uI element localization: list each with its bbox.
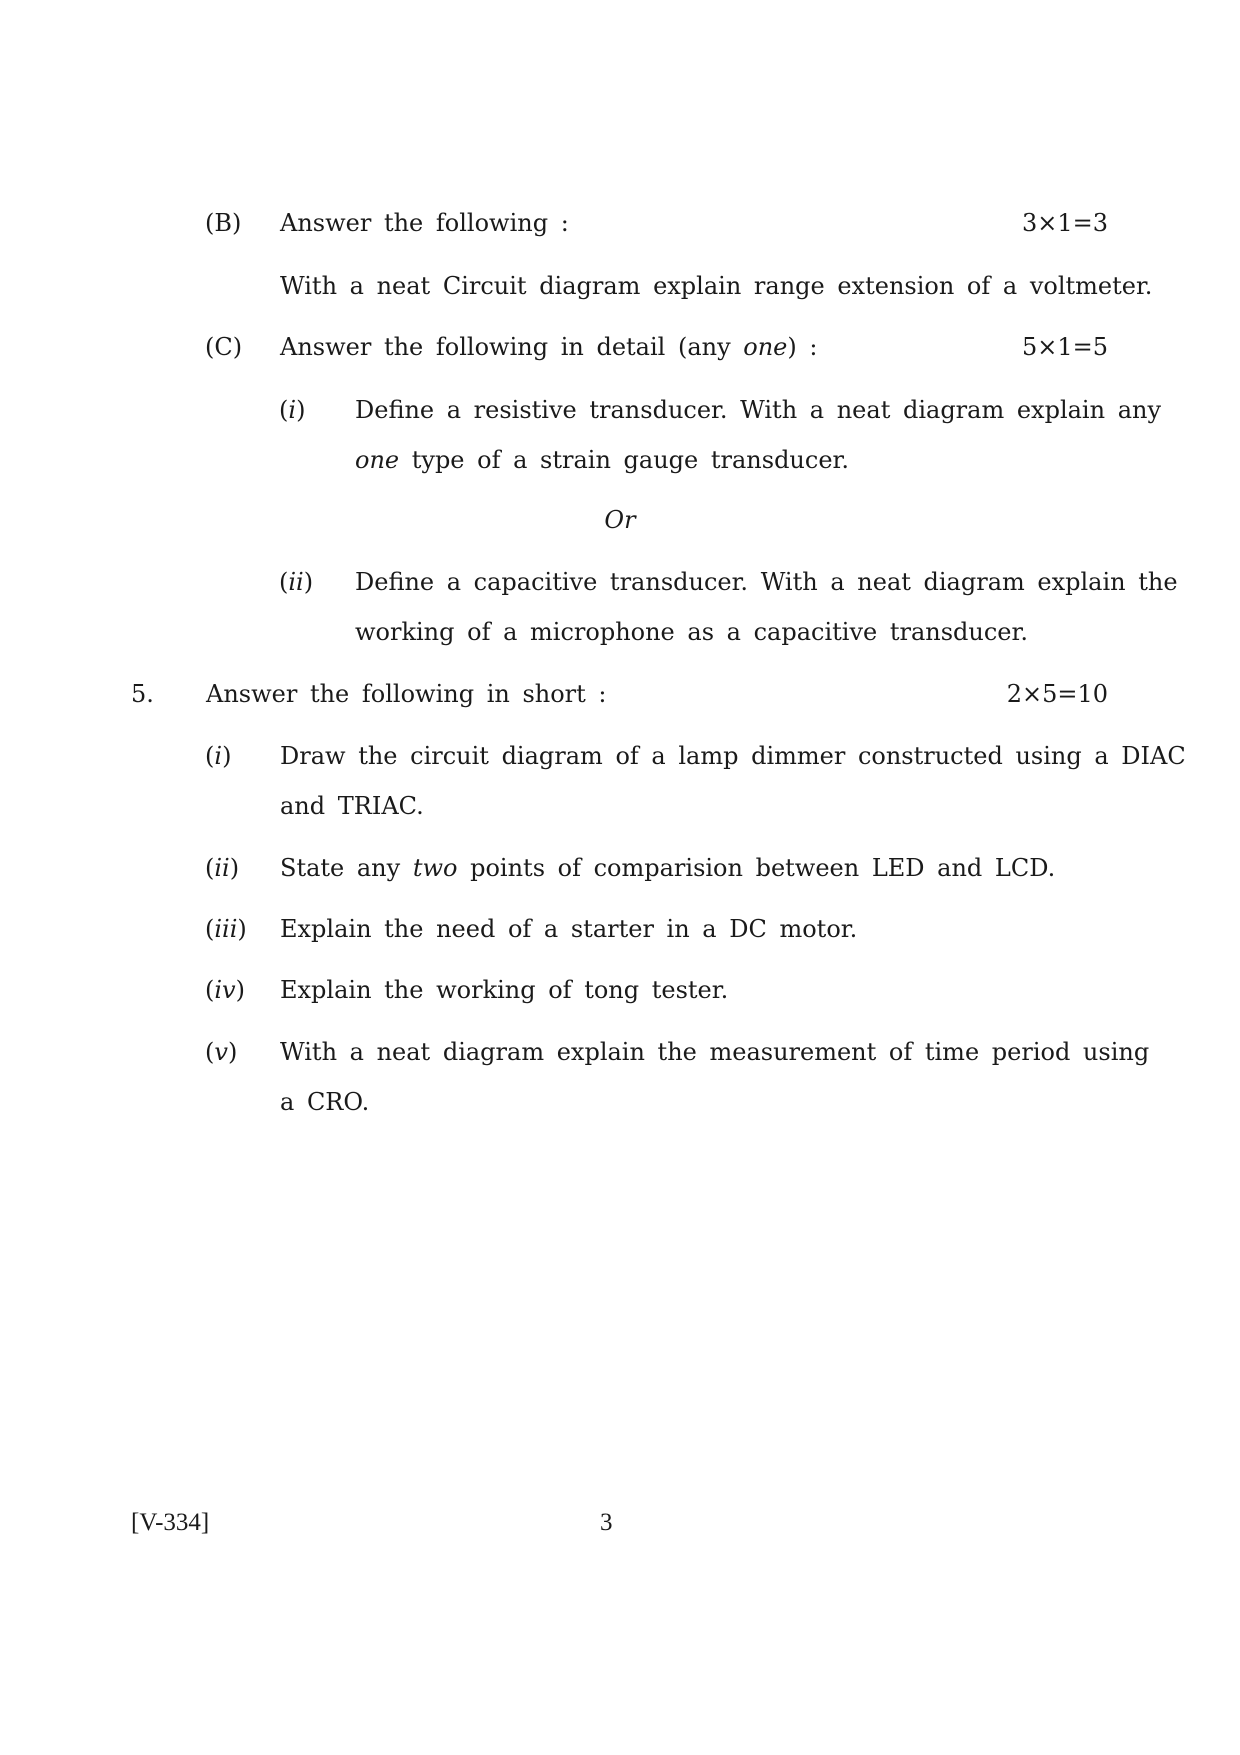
section-c-prompt-end: ) : <box>787 333 818 361</box>
section-c-prompt-italic: one <box>743 333 788 361</box>
section-b-question: With a neat Circuit diagram explain range extension of a voltmeter. <box>280 272 1153 300</box>
q5-item-iv-text: Explain the working of tong tester. <box>280 976 729 1004</box>
question-5-marks: 2×5=10 <box>1006 680 1108 708</box>
q5-item-i-label: (i) <box>205 742 232 770</box>
or-separator: Or <box>604 506 636 534</box>
section-c-prompt-start: Answer the following in detail (any <box>280 333 744 361</box>
q5-item-ii-label: (ii) <box>205 854 240 882</box>
option-ii-line1: Define a capacitive transducer. With a neat diagram explain the <box>355 568 1178 596</box>
question-5-prompt: Answer the following in short : <box>206 680 607 708</box>
q5-item-ii-text <box>280 853 1055 883</box>
option-i-label: (i) <box>279 396 306 424</box>
q5-item-ii-pre: State any <box>280 854 413 882</box>
section-c-prompt <box>280 332 817 362</box>
option-ii-label: (ii) <box>279 568 314 596</box>
q5-item-i-line1: Draw the circuit diagram of a lamp dimmer constructed using a DIAC <box>280 742 1186 770</box>
q5-item-ii-post: points of comparision between LED and LCD. <box>457 854 1056 882</box>
option-i-numeral: i <box>288 396 297 424</box>
q5-item-iv-numeral: iv <box>214 976 236 1004</box>
paper-code: [V-334] <box>131 1509 210 1536</box>
question-5-number: 5. <box>131 680 154 708</box>
option-i-line2 <box>355 445 849 475</box>
q5-item-iii-numeral: iii <box>214 915 238 943</box>
q5-item-ii-italic: two <box>412 854 458 882</box>
page-number: 3 <box>600 1509 613 1536</box>
option-ii-line2: working of a microphone as a capacitive transducer. <box>355 618 1028 646</box>
section-c-label: (C) <box>205 333 243 361</box>
q5-item-i-numeral: i <box>214 742 223 770</box>
q5-item-ii-numeral: ii <box>214 854 230 882</box>
option-ii-numeral: ii <box>288 568 304 596</box>
q5-item-iii-label: (iii) <box>205 915 247 943</box>
q5-item-v-line2: a CRO. <box>280 1088 370 1116</box>
q5-item-i-line2: and TRIAC. <box>280 792 424 820</box>
section-c-marks: 5×1=5 <box>1021 333 1108 361</box>
q5-item-v-line1: With a neat diagram explain the measurement of time period using <box>280 1038 1150 1066</box>
section-b-prompt: Answer the following : <box>280 209 569 237</box>
q5-item-iii-text: Explain the need of a starter in a DC motor. <box>280 915 858 943</box>
section-b-marks: 3×1=3 <box>1021 209 1108 237</box>
q5-item-v-numeral: v <box>214 1038 228 1066</box>
option-i-line1: Define a resistive transducer. With a neat diagram explain any <box>355 396 1162 424</box>
option-i-line2-italic: one <box>355 446 400 474</box>
q5-item-v-label: (v) <box>205 1038 238 1066</box>
section-b-label: (B) <box>205 209 242 237</box>
q5-item-iv-label: (iv) <box>205 976 245 1004</box>
option-i-line2-rest: type of a strain gauge transducer. <box>399 446 849 474</box>
